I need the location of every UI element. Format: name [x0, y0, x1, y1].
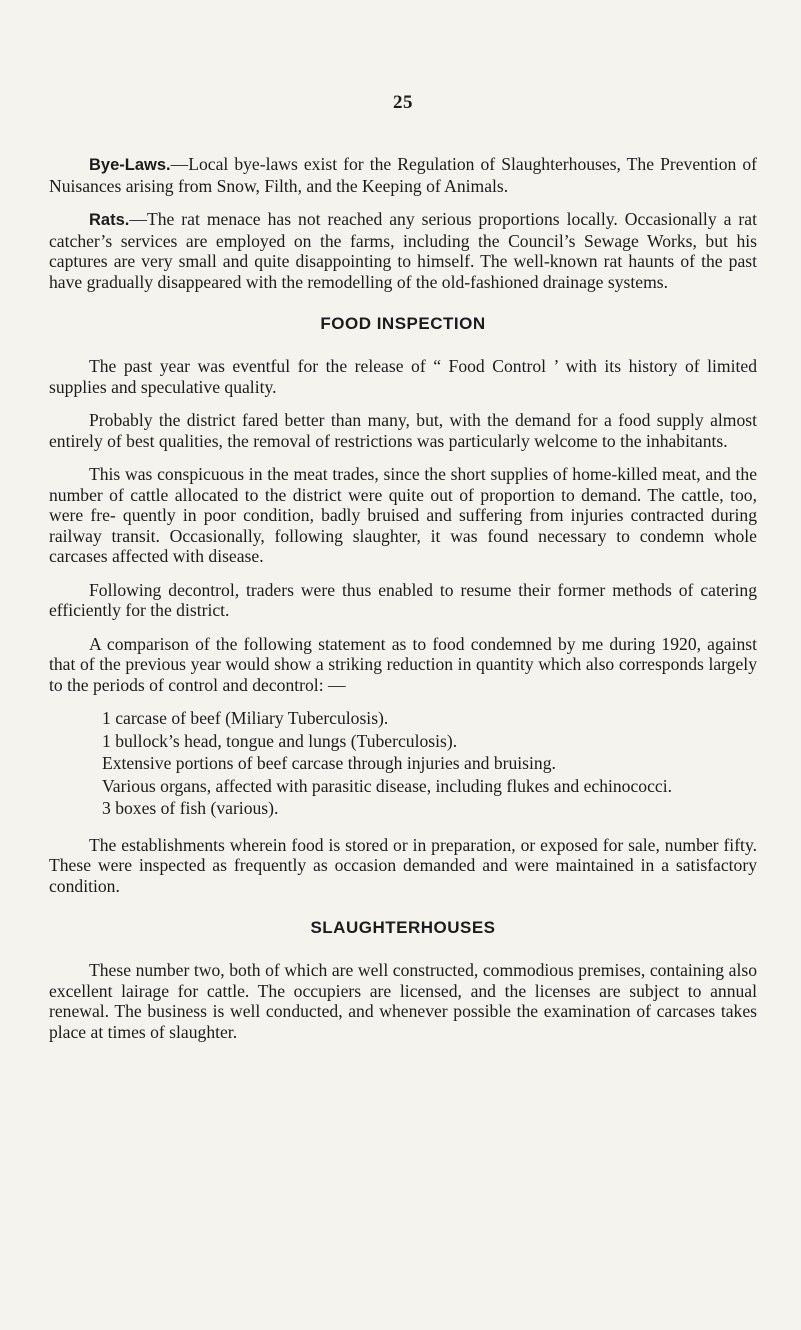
- list-item: 1 carcase of beef (Miliary Tuberculosis).: [102, 708, 389, 728]
- list-item: 3 boxes of fish (various).: [102, 798, 279, 818]
- list-item: 1 bullock’s head, tongue and lungs (Tuberculosis).: [102, 730, 458, 751]
- food-inspection-title: FOOD INSPECTION: [320, 314, 486, 333]
- slaughterhouses-paragraph: These number two, both of which are well constructed, commodious premises, containing also excellent lairage for cattle. The occupiers are licensed, and the licenses are subject to annual renewal. The business is well conducted, and whenever possible the examination of carcases takes place at times of slaughter.: [49, 960, 757, 1042]
- condemned-food-list: [49, 708, 757, 819]
- rats-paragraph: [49, 209, 757, 292]
- page-number: 25: [393, 92, 413, 113]
- bye-laws-paragraph: [49, 154, 757, 196]
- food-inspection-paragraph: This was conspicuous in the meat trades, since the short supplies of home-killed meat, and the number of cattle allocated to the district were quite out of proportion to demand. The cattle, too, were fre- quently in poor condition, badly bruised and suffering from injuries contracted during railway transit. Occasionally, following slaughter, it was found necessary to condemn whole carcases affected with disease.: [49, 464, 757, 566]
- bye-laws-text: —Local bye-laws exist for the Regulation of Slaughterhouses, The Prevention of Nuisances arising from Snow, Filth, and the Keeping of Animals.: [49, 154, 757, 196]
- rats-text: —The rat menace has not reached any serious proportions locally. Occasionally a rat catcher’s services are employed on the farms, including the Council’s Sewage Works, but his captures are very small and quite disappointing to himself. The well-known rat haunts of the past have gradually disappeared with the remodelling of the old-fashioned drainage systems.: [49, 209, 757, 292]
- food-inspection-paragraph: Following decontrol, traders were thus enabled to resume their former methods of catering efficiently for the district.: [49, 579, 757, 620]
- rats-heading: Rats.: [89, 211, 130, 229]
- bye-laws-heading: Bye-Laws.: [89, 156, 171, 174]
- food-inspection-paragraph: A comparison of the following statement as to food condemned by me during 1920, against that of the previous year would show a striking reduction in quantity which also corresponds largely to the periods of control and decontrol: —: [49, 633, 757, 695]
- list-item: Extensive portions of beef carcase through injuries and bruising.: [102, 753, 556, 773]
- slaughterhouses-title: SLAUGHTERHOUSES: [310, 918, 496, 937]
- food-inspection-paragraph: Probably the district fared better than many, but, with the demand for a food supply almost entirely of best qualities, the removal of restrictions was particularly welcome to the inhabitants.: [49, 410, 757, 451]
- food-inspection-paragraph: The past year was eventful for the release of “ Food Control ’ with its history of limited supplies and speculative quality.: [49, 356, 757, 397]
- list-item: Various organs, affected with parasitic disease, including flukes and echinococci.: [102, 775, 672, 796]
- food-establishments-paragraph: The establishments wherein food is stored or in preparation, or exposed for sale, number fifty. These were inspected as frequently as occasion demanded and were maintained in a satisfactory condition.: [49, 834, 757, 896]
